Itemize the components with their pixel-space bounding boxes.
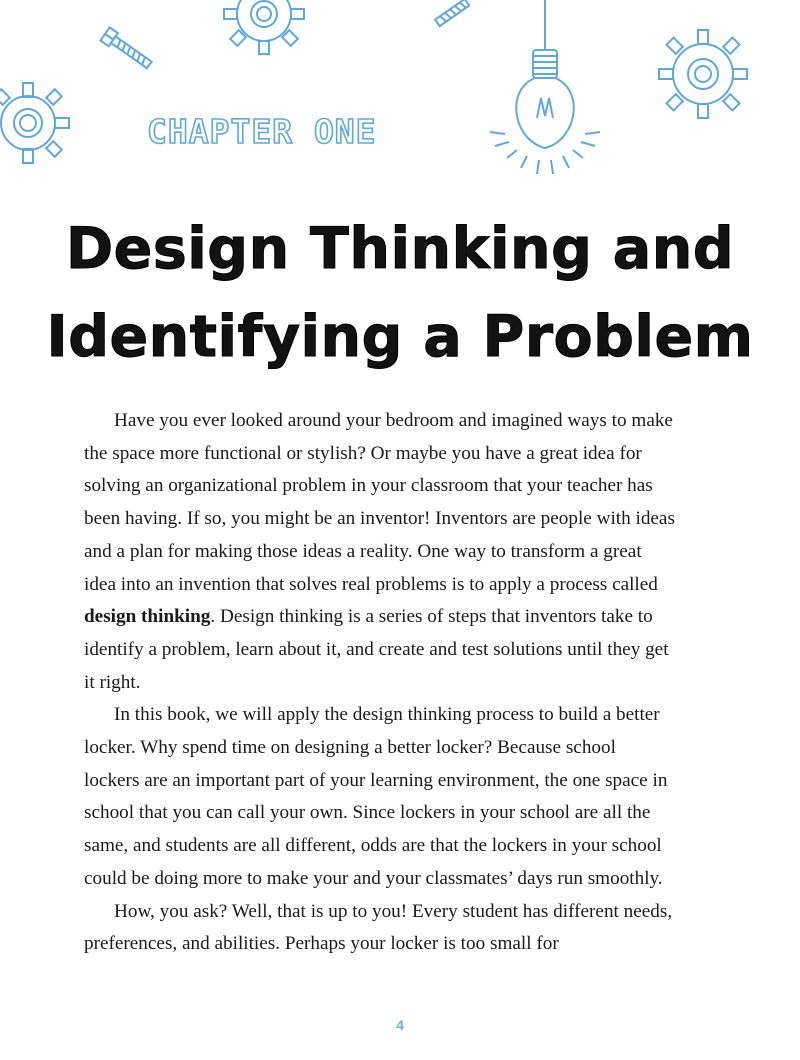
paragraph-3: How, you ask? Well, that is up to you! Every student has different needs, preferences, and abilities. Perhaps your locker is too small for	[84, 900, 673, 955]
paragraph-2: In this book, we will apply the design thinking process to build a better locker. Why spend time on designing a better locker? Because school lockers are an important part of your learning environment, the one space in school that you can call your own. Since lockers in your school are all the same, and students are all different, odds are that the lockers in your school could be doing more to make your and your classmates’ days run smoothly.	[84, 704, 668, 889]
screw-icon	[428, 0, 478, 32]
paragraph-1-text-end: . Design thinking is a series of steps that inventors take to identify a problem, learn about it, and create and test solutions until they get it right.	[84, 606, 669, 693]
chapter-label: CHAPTER ONE	[147, 112, 377, 151]
screw-icon	[96, 20, 161, 80]
title-line-1: Design Thinking and	[65, 216, 735, 282]
lightbulb-icon	[485, 0, 605, 180]
body-text	[84, 405, 676, 961]
term-design-thinking: design thinking	[84, 606, 211, 628]
paragraph-1-text: Have you ever looked around your bedroom and imagined ways to make the space more functional or stylish? Or maybe you have a great idea for solving an organizational problem in your classroom that your teacher has been having. If so, you might be an inventor! Inventors are people with ideas and a plan for making those ideas a reality. One way to transform a great idea into an invention that solves real problems is to apply a process called	[84, 410, 675, 595]
gear-icon	[653, 26, 753, 121]
gear-icon	[0, 75, 80, 170]
page-title	[0, 205, 800, 381]
title-line-2: Identifying a Problem	[46, 304, 754, 370]
gear-icon	[212, 0, 312, 60]
paragraph-1	[84, 405, 676, 699]
page-number: 4	[396, 1017, 404, 1033]
